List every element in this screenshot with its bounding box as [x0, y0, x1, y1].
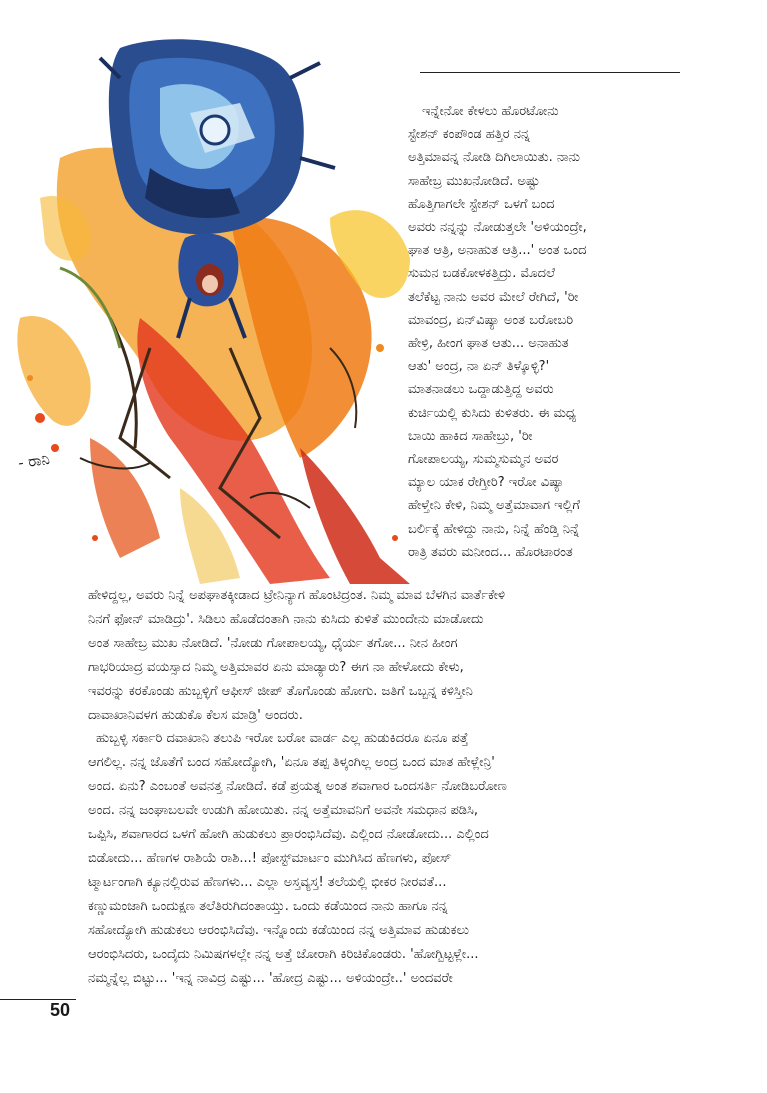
text-line: ಮಾತನಾಡಲು ಒದ್ದಾಡುತ್ತಿದ್ದ ಅವರು — [408, 382, 554, 398]
text-line: ಹೇಳಿದ್ದಲ್ಲ, ಅವರು ನಿನ್ನೆ ಅಪಘಾತಕ್ಕೀಡಾದ ಟ್ರೇನಿನ್ಯಾಗ ಹೊಂಟಿದ್ರಂತ. ನಿಮ್ಮ ಮಾವ ಬೆಳಗಿನ ವಾರ್ತೆಕೇಳಿ — [88, 588, 506, 603]
text-line: ಬಾಯಿ ಹಾಕಿದ ಸಾಹೇಬ್ರು, 'ರೀ — [408, 428, 533, 444]
text-line: ದಾವಾಖಾನಿವಳಗ ಹುಡುಕೊ ಕೆಲಸ ಮಾಡ್ರಿ' ಅಂದರು. — [88, 707, 303, 723]
right-column-text — [408, 100, 680, 564]
text-line: ಸುಮನ ಬಡಕೋಳಕತ್ತಿದ್ರು. ಮೊದಲೆ — [408, 266, 556, 282]
page-number: 50 — [50, 1000, 71, 1020]
text-line: ಗಾಭರಿಯಾದ್ರ ವಯಸ್ಸಾದ ನಿಮ್ಮ ಅತ್ತಿಮಾವರ ಏನು ಮಾಡ್ಯಾರು? ಈಗ ನಾ ಹೇಳೋದು ಕೇಳು, — [88, 659, 464, 675]
text-line: ಅವರು ನನ್ನನ್ನು ನೋಡುತ್ತಲೇ 'ಅಳಿಯಂದ್ರೇ, — [408, 220, 587, 236]
full-width-text — [88, 584, 680, 990]
text-line: ಸ್ಟೇಶನ್ ಕಂಪೌಂಡ ಹತ್ತಿರ ನನ್ನ — [408, 127, 530, 143]
text-line: ಅಂತ ಸಾಹೇಬ್ರ ಮುಖ ನೋಡಿದೆ. 'ನೋಡು ಗೋಪಾಲಯ್ಯ, ಧೈರ್ಯ ತಗೋ... ನೀನ ಹೀಂಗ — [88, 635, 458, 651]
text-line: ನಮ್ಮನ್ನೆಲ್ಲ ಬಿಟ್ಟು... 'ಇನ್ನ ನಾವಿದ್ರ ಎಷ್ಟು... 'ಹೋದ್ರ ಎಷ್ಟು... ಅಳಿಯಂದ್ರೇ..' ಅಂದವರೇ — [88, 970, 453, 986]
text-line: ಅಂದ. ಏನು? ಎಂಬಂತೆ ಅವನತ್ತ ನೋಡಿದೆ. ಕಡೆ ಪ್ರಯತ್ನ ಅಂತ ಶವಾಗಾರ ಒಂದಸರ್ತಿ ನೋಡಿಬರೋಣ — [88, 779, 507, 795]
text-line: ಸಾಹೇಬ್ರ ಮುಖನೋಡಿದೆ. ಅಷ್ಟು — [408, 173, 540, 189]
text-line: ಕುರ್ಚಿಯಲ್ಲಿ ಕುಸಿದು ಕುಳಿತರು. ಈ ಮಧ್ಯ — [408, 405, 577, 421]
text-line: ನಿನಗೆ ಫೋನ್ ಮಾಡಿದ್ರು'. ಸಿಡಿಲು ಹೊಡೆದಂತಾಗಿ ನಾನು ಕುಸಿದು ಕುಳಿತೆ ಮುಂದೇನು ಮಾಡೋದು — [88, 611, 484, 627]
text-line: ಆಗಲಿಲ್ಲ. ನನ್ನ ಜೊತೆಗೆ ಬಂದ ಸಹೋದ್ಯೋಗಿ, 'ಏನೂ ತಪ್ಪ ತಿಳ್ಕಂಗಿಲ್ಲ ಅಂದ್ರ ಒಂದ ಮಾತ ಹೇಳ್ಲೇನ್ರಿ' — [88, 755, 495, 771]
text-line: ಅಂದ. ನನ್ನ ಜಂಘಾಬಲವೇ ಉಡುಗಿ ಹೋಯಿತು. ನನ್ನ ಅತ್ತೆಮಾವನಿಗೆ ಅವನೇ ಸಮಧಾನ ಪಡಿಸಿ, — [88, 803, 479, 819]
text-line: ಮ್ಯಾಲ ಯಾಕ ರೇಗ್ತೀರಿ? ಇರೋ ವಿಷ್ಯಾ — [408, 475, 565, 491]
text-line: ಬರ್ಲಿಕ್ಕೆ ಹೇಳಿದ್ದು ನಾನು, ನಿನ್ನೆ ಹೆಂಡ್ತಿ ನಿನ್ನೆ — [408, 521, 580, 537]
text-line: ಗೋಪಾಲಯ್ಯ, ಸುಮ್ಮಸುಮ್ಮನ ಅವರ — [408, 452, 559, 468]
artist-signature: - ರಾನಿ — [16, 449, 51, 473]
text-line: ರಾತ್ರಿ ತವರು ಮನೀಂದ... ಹೊರಟಾರಂತ — [408, 544, 573, 560]
text-line: ಟ್ಮಾರ್ಟಂಗಾಗಿ ಕ್ಯೂನಲ್ಲಿರುವ ಹೆಣಗಳು... ಎಲ್ಲಾ ಅಸ್ತವ್ಯಸ್ತ! ತಲೆಯಲ್ಲಿ ಭೀಕರ ನೀರವತೆ... — [88, 874, 447, 890]
text-line: ಹೊತ್ತಿಗಾಗಲೇ ಸ್ಟೇಶನ್ ಒಳಗೆ ಬಂದ — [408, 196, 555, 212]
text-line: ಮಾವಂದ್ರ, ಏನ್‌ವಿಷ್ಯಾ ಅಂತ ಬರೋಬರಿ — [408, 312, 574, 328]
text-line: ಸಹೋದ್ಯೋಗಿ ಹುಡುಕಲು ಆರಂಭಿಸಿದೆವು. ಇನ್ನೊಂದು ಕಡೆಯಿಂದ ನನ್ನ ಅತ್ತಿಮಾವ ಹುಡುಕಲು — [88, 922, 470, 938]
text-line: ಇವರನ್ನು ಕರಕೊಂಡು ಹುಬ್ಬಳ್ಳಿಗೆ ಆಫೀಸ್ ಜೀಪ್ ತೊಗೊಂಡು ಹೋಗು. ಜತಿಗೆ ಒಬ್ಬನ್ನ ಕಳಿಸ್ತೀನಿ — [88, 683, 473, 699]
text-line: ಘಾತ ಆತ್ರಿ, ಅನಾಹುತ ಆತ್ರಿ...' ಅಂತ ಒಂದ — [408, 243, 587, 259]
text-line: ಹುಬ್ಬಳ್ಳಿ ಸರ್ಕಾರಿ ದವಾಖಾನಿ ತಲುಪಿ ಇರೋ ಬರೋ ವಾರ್ಡ ಎಲ್ಲ ಹುಡುಕಿದರೂ ಏನೂ ಪತ್ತೆ — [96, 731, 469, 747]
text-line: ಹೇಳ್ರಿ, ಹೀಂಗ ಘಾತ ಆತು... ಅನಾಹುತ — [408, 336, 569, 352]
text-line: ಇನ್ನೇನೋ ಕೇಳಲು ಹೊರಟೋನು — [422, 104, 559, 119]
text-line: ಆತು' ಅಂದ್ರ, ನಾ ಏನ್ ತಿಳ್ಕೊಳ್ಳಿ?' — [408, 359, 550, 375]
text-line: ಆರಂಭಿಸಿದರು, ಒಂದೈದು ನಿಮಿಷಗಳಲ್ಲೇ ನನ್ನ ಅತ್ತೆ ಜೋರಾಗಿ ಕಿರಿಚಿಕೊಂಡರು. 'ಹೋಗ್ಬಿಟ್ಟಳ್ಲೇ... — [88, 946, 479, 962]
text-line: ಬಿಡೋದು... ಹೆಣಗಳ ರಾಶಿಯೆ ರಾಶಿ...! ಪೋಸ್ಟ್‌ಮಾರ್ಟಂ ಮುಗಿಸಿದ ಹೆಣಗಳು, ಪೋಸ್ — [88, 850, 452, 866]
text-line: ಒಪ್ಪಿಸಿ, ಶವಾಗಾರದ ಒಳಗೆ ಹೋಗಿ ಹುಡುಕಲು ಪ್ರಾರಂಭಿಸಿದೆವು. ಎಲ್ಲಿಂದ ನೋಡೋದು... ಎಲ್ಲಿಂದ — [88, 827, 489, 843]
top-rule — [420, 72, 680, 73]
text-line: ತಲೆಕೆಟ್ಟ ನಾನು ಅವರ ಮೇಲೆ ರೇಗಿದೆ, 'ರೀ — [408, 289, 579, 305]
text-line: ಹೇಳ್ತೇನಿ ಕೇಳಿ, ನಿಮ್ಮ ಅತ್ತೆಮಾವಾಗ ಇಲ್ಲಿಗೆ — [408, 498, 580, 514]
text-line: ಅತ್ತಿಮಾವನ್ನ ನೋಡಿ ದಿಗಿಲಾಯಿತು. ನಾನು — [408, 150, 581, 166]
text-line: ಕಣ್ಣುಮಂಜಾಗಿ ಒಂದುಕ್ಷಣ ತಲೆತಿರುಗಿದಂತಾಯ್ತು. ಒಂದು ಕಡೆಯಿಂದ ನಾನು ಹಾಗೂ ನನ್ನ — [88, 898, 448, 914]
story-illustration — [0, 18, 422, 584]
